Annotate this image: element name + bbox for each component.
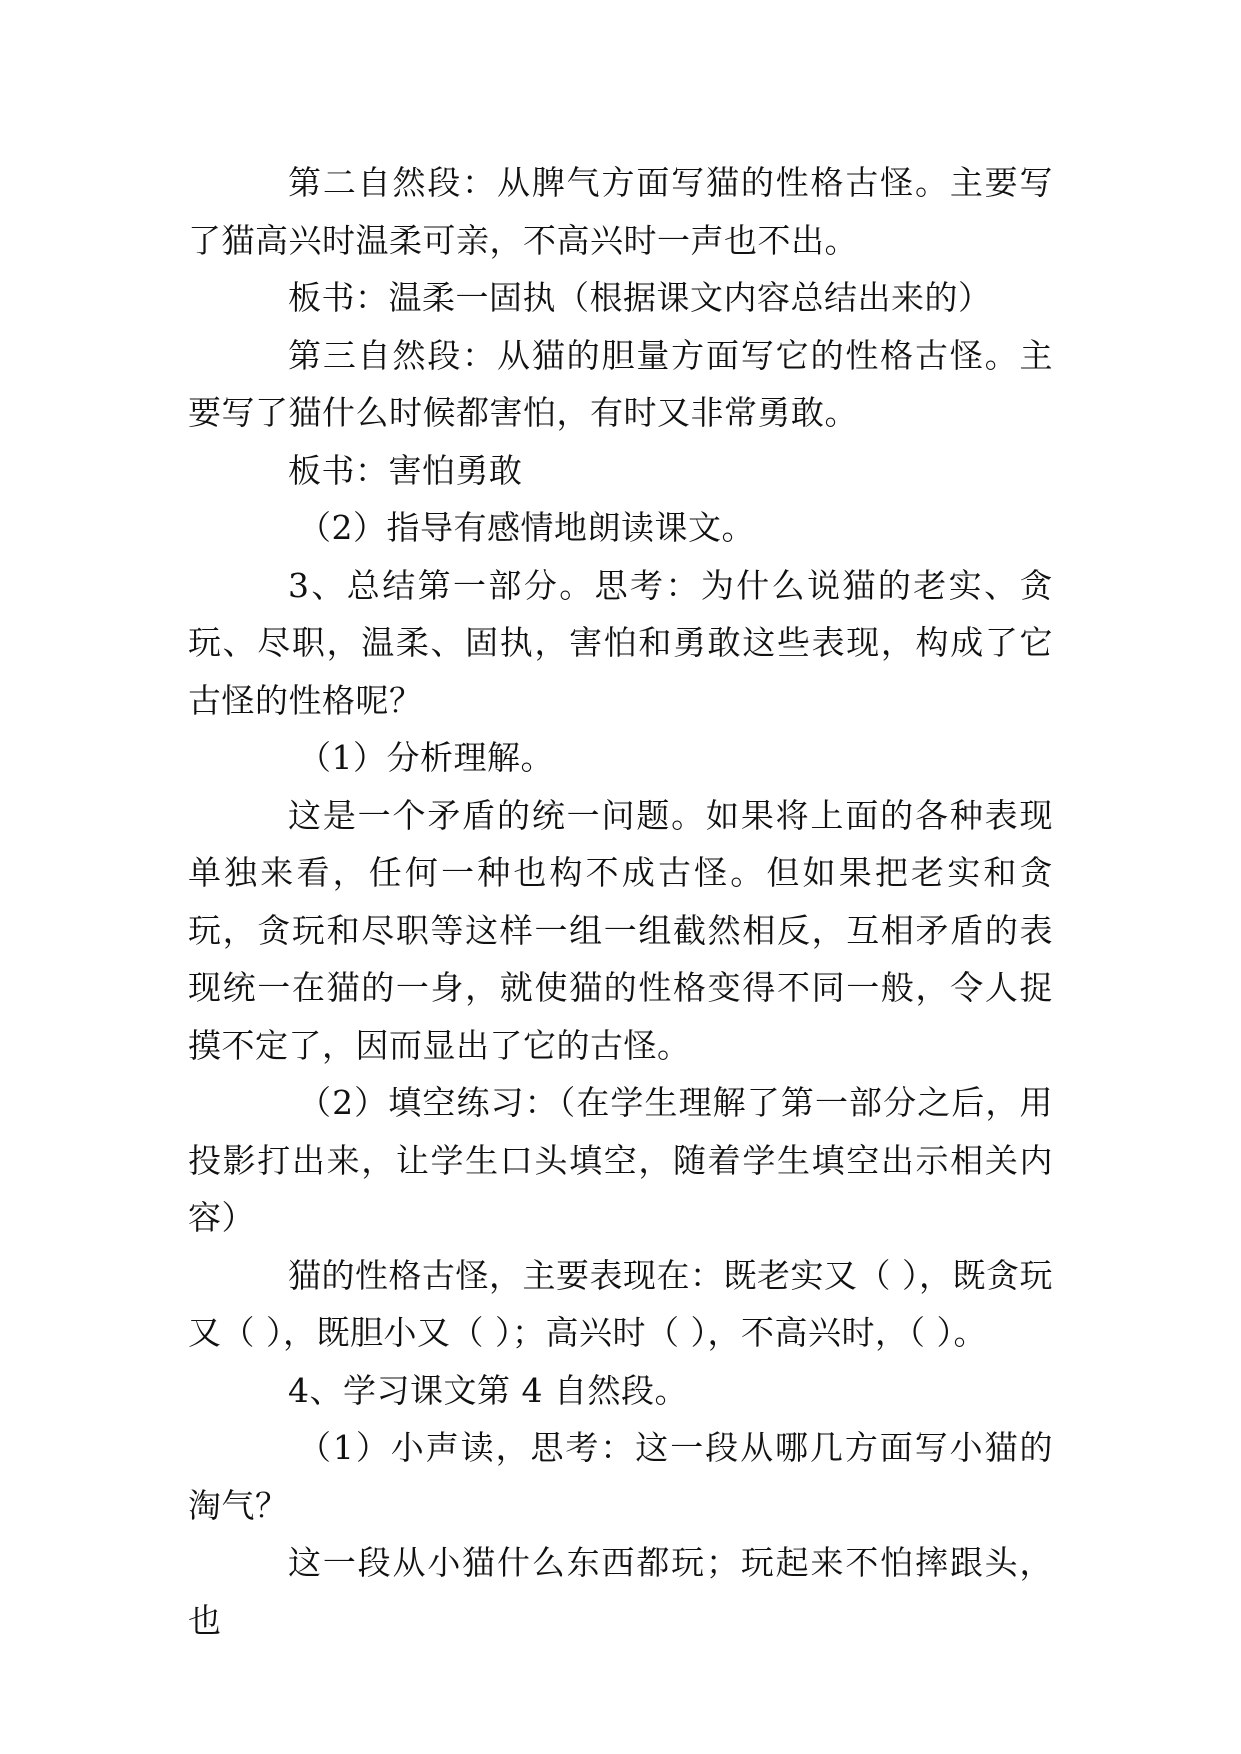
- paragraph: （2）填空练习：（在学生理解了第一部分之后，用投影打出来，让学生口头填空，随着学生填空出示相关内容）: [188, 1083, 1053, 1237]
- paragraph: 猫的性格古怪，主要表现在：既老实又（ ），既贪玩又（ ），既胆小又（ ）；高兴时（ ），不高兴时，（ ）。: [188, 1255, 1053, 1352]
- paragraph: 板书：温柔一固执（根据课文内容总结出来的）: [288, 278, 992, 317]
- paragraph: （1）分析理解。: [298, 738, 554, 777]
- paragraph: 这一段从小猫什么东西都玩；玩起来不怕摔跟头，也: [188, 1543, 1053, 1640]
- paragraph: 板书：害怕勇敢: [288, 450, 523, 490]
- paragraph: （1）小声读，思考：这一段从哪几方面写小猫的淘气？: [188, 1428, 1053, 1525]
- paragraph: 这是一个矛盾的统一问题。如果将上面的各种表现单独来看，任何一种也构不成古怪。但如果把老实和贪玩，贪玩和尽职等这样一组一组截然相反，互相矛盾的表现统一在猫的一身，就使猫的性格变得不同一般，令人捉摸不定了，因而显出了它的古怪。: [188, 795, 1053, 1065]
- paragraph: 3、总结第一部分。思考：为什么说猫的老实、贪玩、尽职，温柔、固执，害怕和勇敢这些表现，构成了它古怪的性格呢？: [188, 565, 1053, 720]
- paragraph: （2）指导有感情地朗读课文。: [298, 508, 755, 547]
- paragraph: 4、学习课文第 4 自然段。: [288, 1370, 688, 1410]
- paragraph: 第二自然段：从脾气方面写猫的性格古怪。主要写了猫高兴时温柔可亲，不高兴时一声也不出。: [188, 163, 1053, 260]
- document-body: [188, 154, 1053, 1649]
- paragraph: 第三自然段：从猫的胆量方面写它的性格古怪。主要写了猫什么时候都害怕，有时又非常勇敢。: [188, 335, 1053, 432]
